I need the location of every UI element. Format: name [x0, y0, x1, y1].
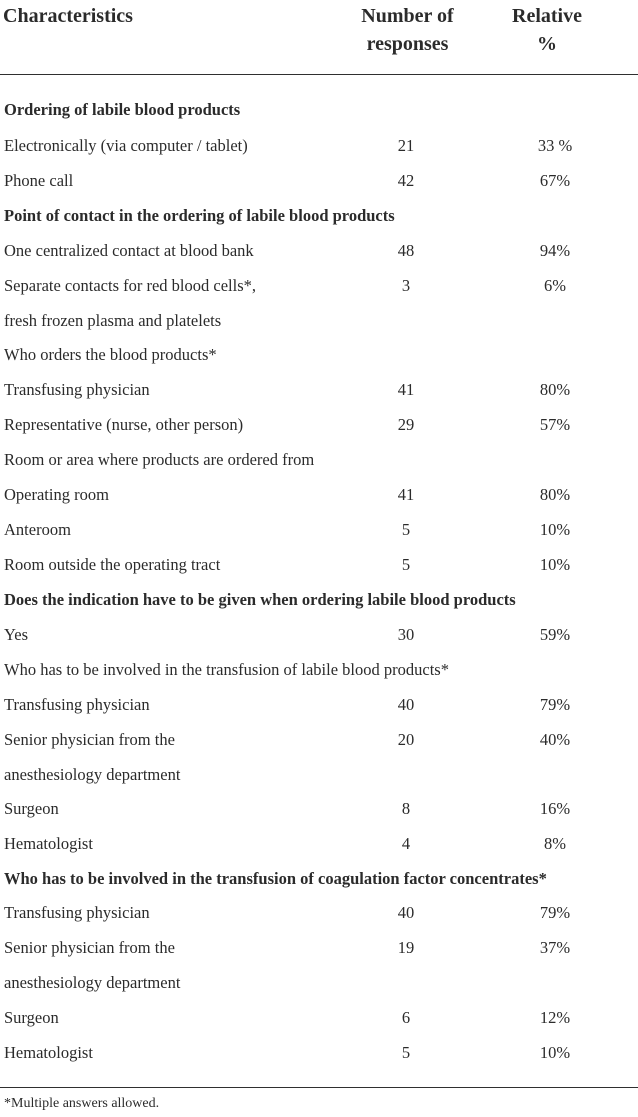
- row-label: Anteroom: [4, 520, 71, 539]
- row-label: Transfusing physician: [4, 380, 150, 399]
- row-label-line2: anesthesiology department: [4, 765, 181, 784]
- row-count: 19: [397, 938, 415, 957]
- row-percent: 67%: [539, 171, 571, 190]
- row-label: Surgeon: [4, 1008, 59, 1027]
- row-label-line2: anesthesiology department: [4, 973, 181, 992]
- row-label: Transfusing physician: [4, 695, 150, 714]
- row-label: [4, 268, 256, 338]
- row-count: 41: [397, 380, 415, 399]
- row-percent: 94%: [539, 241, 571, 260]
- row-percent: 79%: [539, 903, 571, 922]
- row-label-line1: Senior physician from the: [4, 938, 175, 957]
- row-percent: 10%: [539, 520, 571, 539]
- row-label: Electronically (via computer / tablet): [4, 136, 248, 155]
- row-label: Representative (nurse, other person): [4, 415, 244, 434]
- table-header: [0, 0, 638, 75]
- row-count: 4: [401, 834, 411, 853]
- row-label-line2: fresh frozen plasma and platelets: [4, 311, 222, 330]
- row-label: Phone call: [4, 171, 74, 190]
- row-count: 48: [397, 241, 415, 260]
- row-label: Room outside the operating tract: [4, 555, 221, 574]
- row-percent: 80%: [539, 485, 571, 504]
- subsection-title: Who has to be involved in the transfusion of labile blood products*: [4, 660, 449, 679]
- row-count: 21: [397, 136, 415, 155]
- row-percent: 12%: [539, 1008, 571, 1027]
- row-label: Hematologist: [4, 834, 93, 853]
- row-percent: 8%: [544, 834, 566, 853]
- header-responses-line1: Number of: [361, 5, 454, 27]
- row-percent: 57%: [539, 415, 571, 434]
- row-label: [4, 930, 180, 1000]
- row-count: 6: [401, 1008, 411, 1027]
- row-label: Yes: [4, 625, 29, 644]
- row-count: 3: [401, 276, 411, 295]
- row-percent: 40%: [539, 730, 571, 749]
- table-footnote: *Multiple answers allowed.: [4, 1096, 160, 1111]
- row-count: 42: [397, 171, 415, 190]
- header-responses-line2: responses: [366, 33, 449, 55]
- subsection-title: Who orders the blood products*: [4, 345, 217, 364]
- section-title: Point of contact in the ordering of labile blood products: [4, 206, 395, 225]
- row-percent: 79%: [539, 695, 571, 714]
- row-label: One centralized contact at blood bank: [4, 241, 254, 260]
- row-count: 5: [401, 555, 411, 574]
- section-title: Ordering of labile blood products: [4, 100, 241, 119]
- row-count: 29: [397, 415, 415, 434]
- row-count: 40: [397, 695, 415, 714]
- row-count: 20: [397, 730, 415, 749]
- row-count: 40: [397, 903, 415, 922]
- row-percent: 6%: [544, 276, 566, 295]
- row-label: Surgeon: [4, 799, 59, 818]
- table-bottom-rule: [0, 1087, 638, 1088]
- row-percent: 10%: [539, 555, 571, 574]
- header-characteristics: Characteristics: [3, 5, 133, 27]
- row-percent: 33 %: [537, 136, 573, 155]
- row-count: 8: [401, 799, 411, 818]
- row-label: Operating room: [4, 485, 109, 504]
- row-percent: 10%: [539, 1043, 571, 1062]
- header-number-of-responses: [345, 2, 470, 58]
- row-label: Hematologist: [4, 1043, 93, 1062]
- row-count: 5: [401, 1043, 411, 1062]
- row-label-line1: Separate contacts for red blood cells*,: [4, 276, 256, 295]
- row-percent: 37%: [539, 938, 571, 957]
- row-percent: 16%: [539, 799, 571, 818]
- row-count: 5: [401, 520, 411, 539]
- row-percent: 59%: [539, 625, 571, 644]
- row-count: 30: [397, 625, 415, 644]
- row-label: [4, 722, 180, 792]
- subsection-title: Room or area where products are ordered from: [4, 450, 315, 469]
- row-count: 41: [397, 485, 415, 504]
- row-label: Transfusing physician: [4, 903, 150, 922]
- row-label-line1: Senior physician from the: [4, 730, 175, 749]
- header-relative-percent: Relative %: [512, 5, 582, 55]
- section-title: Does the indication have to be given when ordering labile blood products: [4, 590, 516, 609]
- row-percent: 80%: [539, 380, 571, 399]
- section-title: Who has to be involved in the transfusion of coagulation factor concentrates*: [4, 869, 547, 888]
